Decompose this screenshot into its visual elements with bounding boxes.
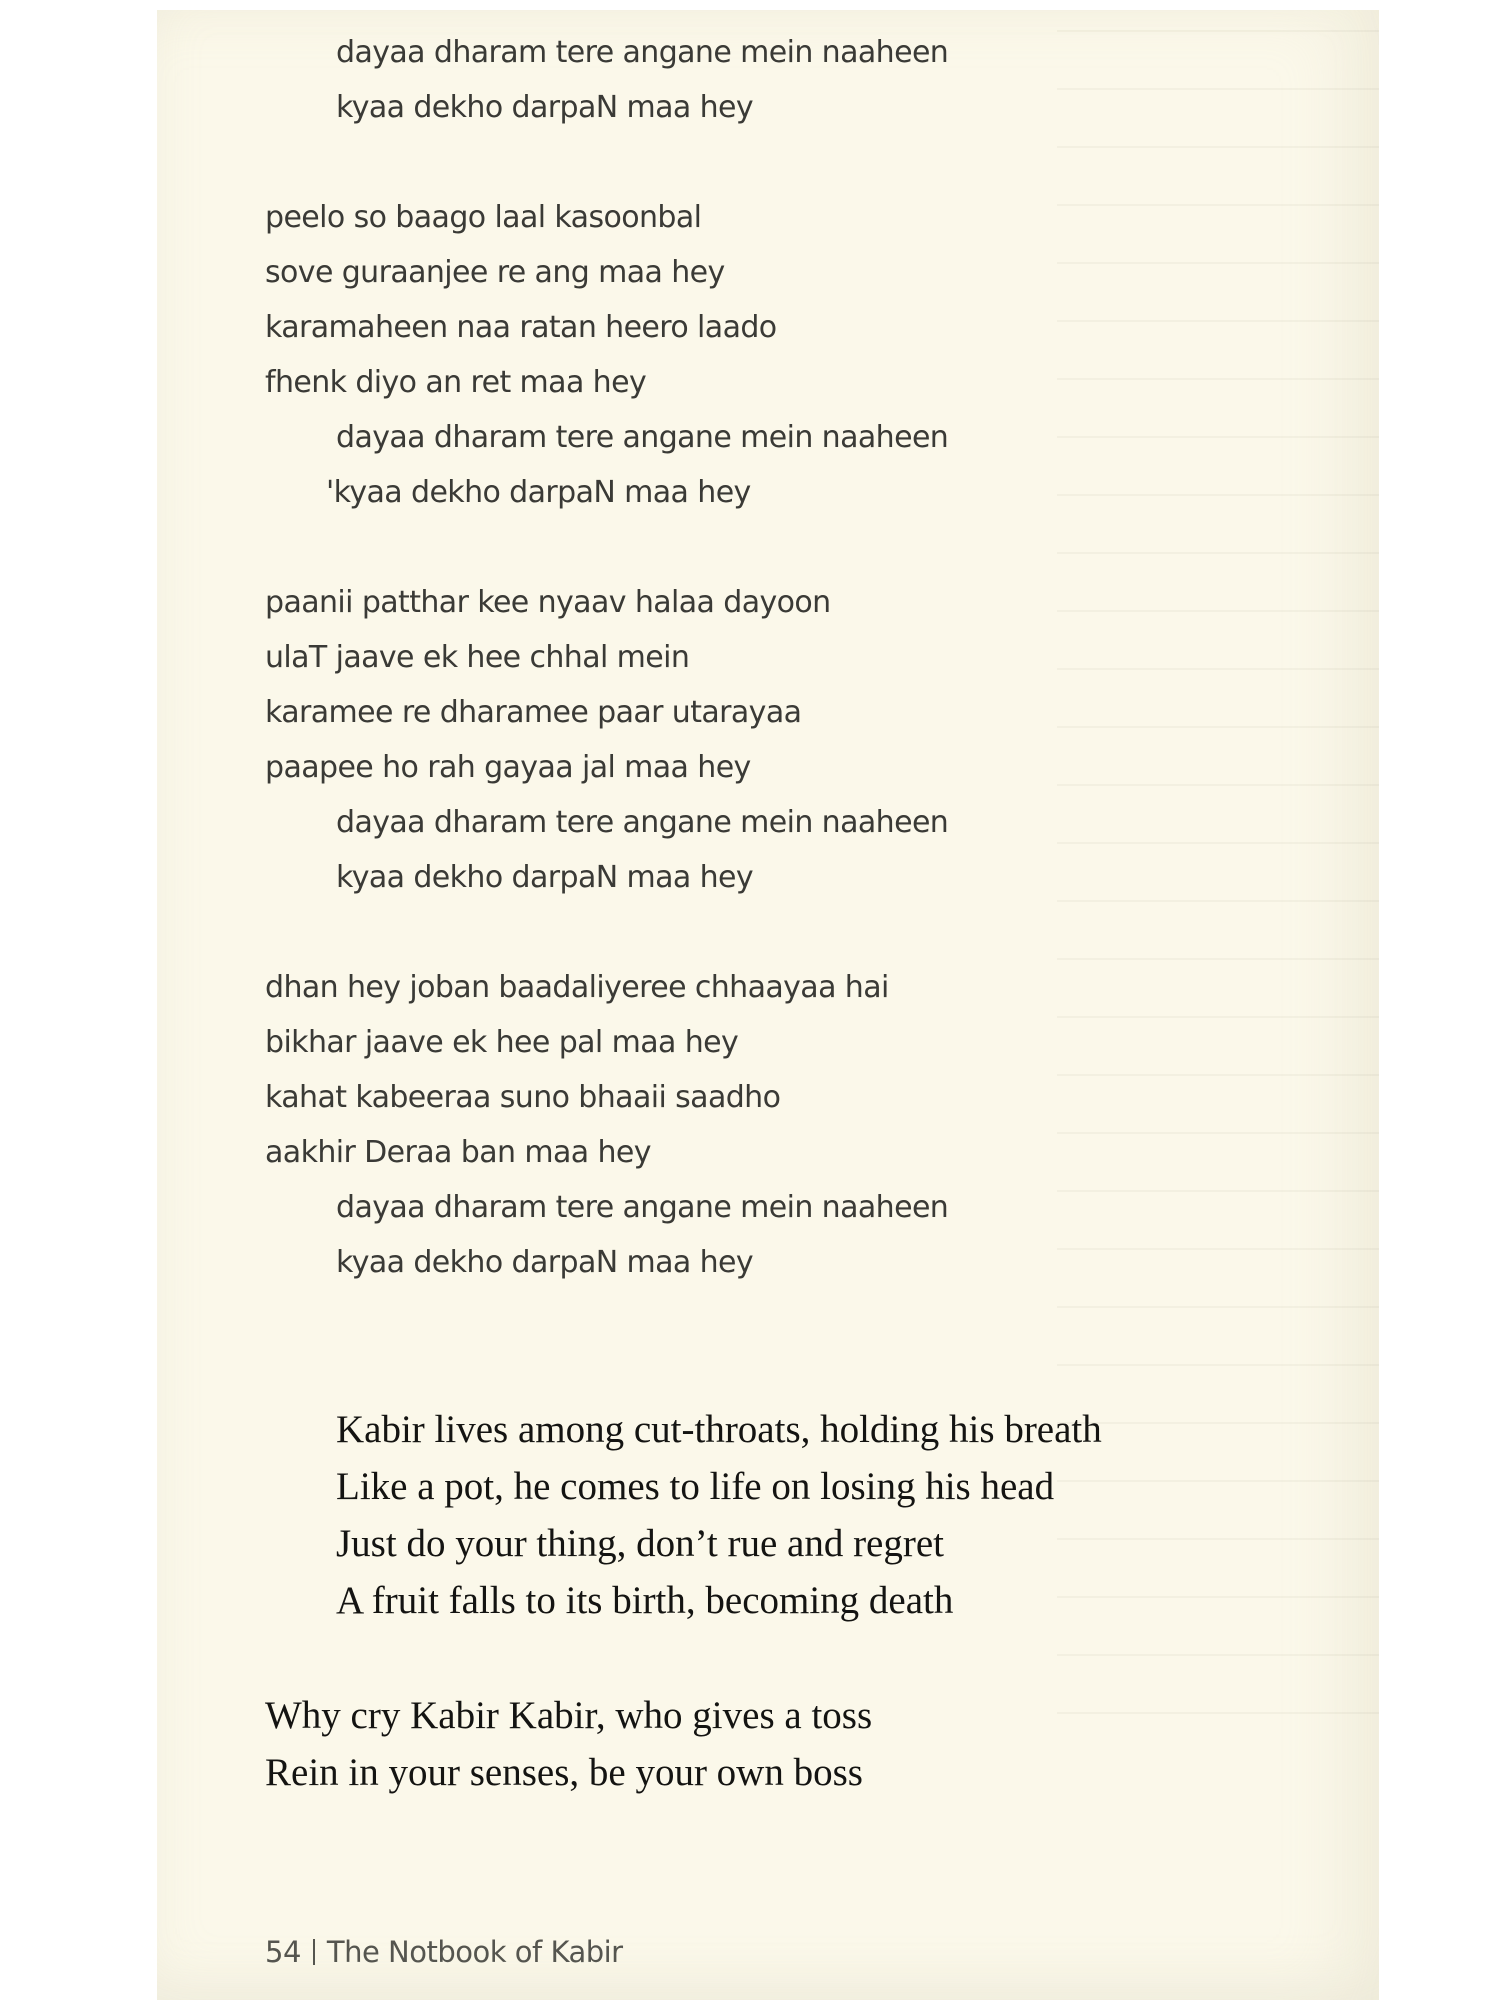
page-number: 54 bbox=[265, 1935, 301, 1969]
couplet-line: Why cry Kabir Kabir, who gives a toss bbox=[265, 1694, 873, 1737]
verse-line: aakhir Deraa ban maa hey bbox=[265, 1135, 651, 1170]
translation-line: Just do your thing, don’t rue and regret bbox=[336, 1522, 945, 1565]
book-title: The Notbook of Kabir bbox=[326, 1935, 623, 1969]
translation-line: A fruit falls to its birth, becoming death bbox=[336, 1579, 954, 1622]
couplet-line: Rein in your senses, be your own boss bbox=[265, 1751, 863, 1794]
verse-line: fhenk diyo an ret maa hey bbox=[265, 365, 647, 400]
footer-divider bbox=[313, 1939, 315, 1965]
refrain-line: dayaa dharam tere angane mein naaheen bbox=[336, 420, 949, 455]
verse-line: kahat kabeeraa suno bhaaii saadho bbox=[265, 1080, 781, 1115]
refrain-line: 'kyaa dekho darpaN maa hey bbox=[326, 475, 751, 510]
refrain-line: dayaa dharam tere angane mein naaheen bbox=[336, 805, 949, 840]
refrain-line: dayaa dharam tere angane mein naaheen bbox=[336, 35, 949, 70]
verse-line: karamee re dharamee paar utarayaa bbox=[265, 695, 802, 730]
verse-line: bikhar jaave ek hee pal maa hey bbox=[265, 1025, 739, 1060]
refrain-line: kyaa dekho darpaN maa hey bbox=[336, 860, 754, 895]
verse-line: paapee ho rah gayaa jal maa hey bbox=[265, 750, 751, 785]
verse-line: peelo so baago laal kasoonbal bbox=[265, 200, 702, 235]
verse-line: paanii patthar kee nyaav halaa dayoon bbox=[265, 585, 831, 620]
show-through-text bbox=[1057, 30, 1379, 1880]
page-footer bbox=[265, 1935, 623, 1969]
refrain-line: kyaa dekho darpaN maa hey bbox=[336, 90, 754, 125]
refrain-line: kyaa dekho darpaN maa hey bbox=[336, 1245, 754, 1280]
translation-line: Kabir lives among cut-throats, holding his breath bbox=[336, 1408, 1102, 1451]
verse-line: sove guraanjee re ang maa hey bbox=[265, 255, 725, 290]
verse-line: ulaT jaave ek hee chhal mein bbox=[265, 640, 690, 675]
verse-line: dhan hey joban baadaliyeree chhaayaa hai bbox=[265, 970, 889, 1005]
translation-line: Like a pot, he comes to life on losing his head bbox=[336, 1465, 1055, 1508]
refrain-line: dayaa dharam tere angane mein naaheen bbox=[336, 1190, 949, 1225]
verse-line: karamaheen naa ratan heero laado bbox=[265, 310, 777, 345]
